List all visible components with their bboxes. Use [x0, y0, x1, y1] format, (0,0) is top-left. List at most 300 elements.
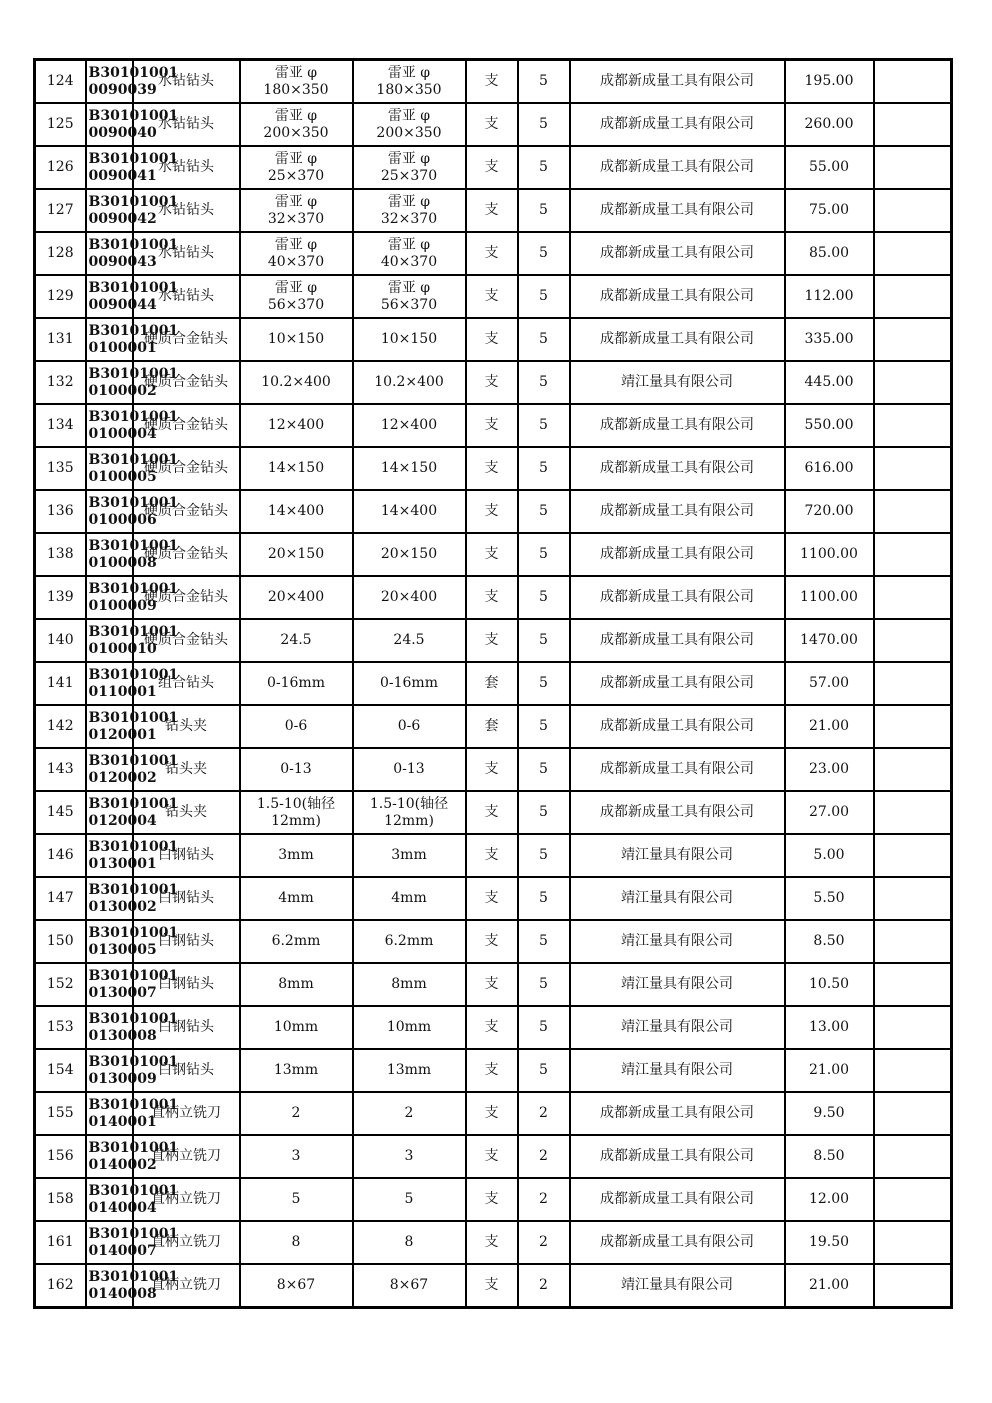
item-name-cell: 白钢钻头: [133, 1006, 240, 1049]
supplier-cell: 成都新成量工具有限公司: [570, 1178, 785, 1221]
supplier-cell: 靖江量具有限公司: [570, 1006, 785, 1049]
item-name-cell: 水钻钻头: [133, 103, 240, 146]
row-number-cell: 162: [35, 1264, 86, 1308]
note-cell: [874, 1049, 952, 1092]
material-code-cell: B30101001 0130001: [86, 834, 133, 877]
material-code-cell: B30101001 0140001: [86, 1092, 133, 1135]
model-cell: 8×67: [353, 1264, 466, 1308]
material-code-cell: B30101001 0130005: [86, 920, 133, 963]
item-name-cell: 钻头夹: [133, 791, 240, 834]
quantity-cell: 2: [518, 1135, 570, 1178]
quantity-cell: 5: [518, 748, 570, 791]
note-cell: [874, 146, 952, 189]
unit-cell: 套: [466, 662, 518, 705]
model-cell: 20×400: [353, 576, 466, 619]
row-number-cell: 147: [35, 877, 86, 920]
supplier-cell: 靖江量具有限公司: [570, 920, 785, 963]
model-cell: 8mm: [353, 963, 466, 1006]
spec-cell: 8mm: [240, 963, 353, 1006]
spec-cell: 0-13: [240, 748, 353, 791]
quantity-cell: 5: [518, 490, 570, 533]
table-row: [35, 791, 952, 834]
note-cell: [874, 490, 952, 533]
quantity-cell: 5: [518, 189, 570, 232]
unit-cell: 支: [466, 189, 518, 232]
row-number-cell: 135: [35, 447, 86, 490]
item-name-cell: 硬质合金钻头: [133, 404, 240, 447]
unit-cell: 支: [466, 103, 518, 146]
supplier-cell: 靖江量具有限公司: [570, 963, 785, 1006]
material-code-cell: B30101001 0090040: [86, 103, 133, 146]
note-cell: [874, 1135, 952, 1178]
spec-cell: 2: [240, 1092, 353, 1135]
unit-cell: 支: [466, 1221, 518, 1264]
material-code-cell: B30101001 0120002: [86, 748, 133, 791]
unit-cell: 支: [466, 1006, 518, 1049]
supplier-cell: 成都新成量工具有限公司: [570, 490, 785, 533]
spec-cell: 雷亚 φ 56×370: [240, 275, 353, 318]
table-row: [35, 877, 952, 920]
unit-cell: 支: [466, 576, 518, 619]
unit-cell: 支: [466, 1049, 518, 1092]
spec-cell: 雷亚 φ 32×370: [240, 189, 353, 232]
spec-cell: 24.5: [240, 619, 353, 662]
item-name-cell: 硬质合金钻头: [133, 619, 240, 662]
table-row: [35, 576, 952, 619]
model-cell: 4mm: [353, 877, 466, 920]
price-cell: 21.00: [785, 705, 874, 748]
spec-cell: 雷亚 φ 200×350: [240, 103, 353, 146]
table-row: [35, 447, 952, 490]
row-number-cell: 152: [35, 963, 86, 1006]
unit-cell: 支: [466, 533, 518, 576]
spec-cell: 6.2mm: [240, 920, 353, 963]
spec-cell: 20×400: [240, 576, 353, 619]
row-number-cell: 158: [35, 1178, 86, 1221]
spec-cell: 20×150: [240, 533, 353, 576]
supplier-cell: 成都新成量工具有限公司: [570, 748, 785, 791]
material-code-cell: B30101001 0130007: [86, 963, 133, 1006]
quantity-cell: 5: [518, 232, 570, 275]
supplier-cell: 成都新成量工具有限公司: [570, 705, 785, 748]
model-cell: 10mm: [353, 1006, 466, 1049]
note-cell: [874, 60, 952, 104]
note-cell: [874, 447, 952, 490]
price-cell: 8.50: [785, 1135, 874, 1178]
note-cell: [874, 920, 952, 963]
model-cell: 0-13: [353, 748, 466, 791]
quantity-cell: 5: [518, 103, 570, 146]
quantity-cell: 2: [518, 1092, 570, 1135]
spec-cell: 5: [240, 1178, 353, 1221]
note-cell: [874, 533, 952, 576]
item-name-cell: 水钻钻头: [133, 60, 240, 104]
unit-cell: 支: [466, 834, 518, 877]
item-name-cell: 白钢钻头: [133, 877, 240, 920]
price-cell: 1470.00: [785, 619, 874, 662]
price-cell: 21.00: [785, 1049, 874, 1092]
row-number-cell: 134: [35, 404, 86, 447]
row-number-cell: 124: [35, 60, 86, 104]
spec-cell: 雷亚 φ 40×370: [240, 232, 353, 275]
supplier-cell: 成都新成量工具有限公司: [570, 1092, 785, 1135]
spec-cell: 雷亚 φ 25×370: [240, 146, 353, 189]
unit-cell: 支: [466, 232, 518, 275]
material-code-cell: B30101001 0140007: [86, 1221, 133, 1264]
material-code-cell: B30101001 0100010: [86, 619, 133, 662]
table-row: [35, 1006, 952, 1049]
price-cell: 13.00: [785, 1006, 874, 1049]
table-row: [35, 103, 952, 146]
material-code-cell: B30101001 0100009: [86, 576, 133, 619]
material-code-cell: B30101001 0090042: [86, 189, 133, 232]
model-cell: 10×150: [353, 318, 466, 361]
model-cell: 雷亚 φ 180×350: [353, 60, 466, 104]
supplier-cell: 靖江量具有限公司: [570, 834, 785, 877]
material-code-cell: B30101001 0130008: [86, 1006, 133, 1049]
price-cell: 21.00: [785, 1264, 874, 1308]
row-number-cell: 139: [35, 576, 86, 619]
material-code-cell: B30101001 0130009: [86, 1049, 133, 1092]
quantity-cell: 5: [518, 146, 570, 189]
unit-cell: 支: [466, 318, 518, 361]
material-code-cell: B30101001 0130002: [86, 877, 133, 920]
note-cell: [874, 318, 952, 361]
row-number-cell: 141: [35, 662, 86, 705]
item-name-cell: 硬质合金钻头: [133, 533, 240, 576]
unit-cell: 支: [466, 447, 518, 490]
note-cell: [874, 361, 952, 404]
model-cell: 雷亚 φ 32×370: [353, 189, 466, 232]
unit-cell: 支: [466, 1135, 518, 1178]
price-cell: 195.00: [785, 60, 874, 104]
table-row: [35, 60, 952, 104]
supplier-cell: 成都新成量工具有限公司: [570, 576, 785, 619]
material-code-cell: B30101001 0090044: [86, 275, 133, 318]
note-cell: [874, 748, 952, 791]
supplier-cell: 成都新成量工具有限公司: [570, 189, 785, 232]
price-cell: 445.00: [785, 361, 874, 404]
table-row: [35, 275, 952, 318]
table-row: [35, 662, 952, 705]
table-row: [35, 232, 952, 275]
price-cell: 85.00: [785, 232, 874, 275]
note-cell: [874, 834, 952, 877]
spec-cell: 10×150: [240, 318, 353, 361]
item-name-cell: 硬质合金钻头: [133, 447, 240, 490]
spec-cell: 10mm: [240, 1006, 353, 1049]
spec-cell: 3: [240, 1135, 353, 1178]
item-name-cell: 白钢钻头: [133, 963, 240, 1006]
material-code-cell: B30101001 0120001: [86, 705, 133, 748]
price-cell: 12.00: [785, 1178, 874, 1221]
quantity-cell: 2: [518, 1178, 570, 1221]
price-cell: 335.00: [785, 318, 874, 361]
model-cell: 3: [353, 1135, 466, 1178]
row-number-cell: 129: [35, 275, 86, 318]
quantity-cell: 5: [518, 361, 570, 404]
unit-cell: 套: [466, 705, 518, 748]
note-cell: [874, 103, 952, 146]
unit-cell: 支: [466, 619, 518, 662]
item-name-cell: 水钻钻头: [133, 232, 240, 275]
spec-cell: 12×400: [240, 404, 353, 447]
row-number-cell: 153: [35, 1006, 86, 1049]
table-row: [35, 404, 952, 447]
quantity-cell: 5: [518, 619, 570, 662]
material-code-cell: B30101001 0100004: [86, 404, 133, 447]
quantity-cell: 5: [518, 576, 570, 619]
unit-cell: 支: [466, 1264, 518, 1308]
row-number-cell: 156: [35, 1135, 86, 1178]
item-name-cell: 硬质合金钻头: [133, 318, 240, 361]
quantity-cell: 5: [518, 963, 570, 1006]
model-cell: 2: [353, 1092, 466, 1135]
item-name-cell: 白钢钻头: [133, 1049, 240, 1092]
price-cell: 112.00: [785, 275, 874, 318]
model-cell: 10.2×400: [353, 361, 466, 404]
note-cell: [874, 619, 952, 662]
material-code-cell: B30101001 0090039: [86, 60, 133, 104]
model-cell: 雷亚 φ 56×370: [353, 275, 466, 318]
spec-cell: 8×67: [240, 1264, 353, 1308]
price-cell: 720.00: [785, 490, 874, 533]
model-cell: 3mm: [353, 834, 466, 877]
price-cell: 1100.00: [785, 533, 874, 576]
row-number-cell: 161: [35, 1221, 86, 1264]
table-row: [35, 1092, 952, 1135]
item-name-cell: 组合钻头: [133, 662, 240, 705]
material-code-cell: B30101001 0140008: [86, 1264, 133, 1308]
material-code-cell: B30101001 0090041: [86, 146, 133, 189]
row-number-cell: 155: [35, 1092, 86, 1135]
item-name-cell: 硬质合金钻头: [133, 361, 240, 404]
spec-cell: 14×150: [240, 447, 353, 490]
table-row: [35, 1049, 952, 1092]
quantity-cell: 5: [518, 662, 570, 705]
price-cell: 9.50: [785, 1092, 874, 1135]
table-row: [35, 189, 952, 232]
item-name-cell: 水钻钻头: [133, 189, 240, 232]
supplier-cell: 成都新成量工具有限公司: [570, 103, 785, 146]
row-number-cell: 128: [35, 232, 86, 275]
note-cell: [874, 705, 952, 748]
note-cell: [874, 1092, 952, 1135]
row-number-cell: 146: [35, 834, 86, 877]
quantity-cell: 2: [518, 1264, 570, 1308]
note-cell: [874, 404, 952, 447]
model-cell: 24.5: [353, 619, 466, 662]
unit-cell: 支: [466, 791, 518, 834]
unit-cell: 支: [466, 748, 518, 791]
quantity-cell: 2: [518, 1221, 570, 1264]
note-cell: [874, 275, 952, 318]
note-cell: [874, 963, 952, 1006]
item-name-cell: 直柄立铣刀: [133, 1264, 240, 1308]
price-cell: 616.00: [785, 447, 874, 490]
quantity-cell: 5: [518, 318, 570, 361]
supplier-cell: 成都新成量工具有限公司: [570, 404, 785, 447]
price-cell: 55.00: [785, 146, 874, 189]
row-number-cell: 143: [35, 748, 86, 791]
supplier-cell: 靖江量具有限公司: [570, 877, 785, 920]
table-row: [35, 361, 952, 404]
unit-cell: 支: [466, 490, 518, 533]
table-row: [35, 705, 952, 748]
row-number-cell: 142: [35, 705, 86, 748]
unit-cell: 支: [466, 1178, 518, 1221]
supplier-cell: 成都新成量工具有限公司: [570, 60, 785, 104]
item-name-cell: 白钢钻头: [133, 920, 240, 963]
table-row: [35, 490, 952, 533]
unit-cell: 支: [466, 1092, 518, 1135]
supplier-cell: 成都新成量工具有限公司: [570, 232, 785, 275]
spec-cell: 14×400: [240, 490, 353, 533]
model-cell: 8: [353, 1221, 466, 1264]
price-cell: 1100.00: [785, 576, 874, 619]
table-row: [35, 1178, 952, 1221]
note-cell: [874, 791, 952, 834]
price-cell: 5.00: [785, 834, 874, 877]
note-cell: [874, 232, 952, 275]
model-cell: 1.5-10(轴径 12mm): [353, 791, 466, 834]
item-name-cell: 直柄立铣刀: [133, 1135, 240, 1178]
table-row: [35, 1135, 952, 1178]
quantity-cell: 5: [518, 791, 570, 834]
quantity-cell: 5: [518, 1006, 570, 1049]
supplier-cell: 成都新成量工具有限公司: [570, 619, 785, 662]
quantity-cell: 5: [518, 705, 570, 748]
supplier-cell: 成都新成量工具有限公司: [570, 146, 785, 189]
model-cell: 0-16mm: [353, 662, 466, 705]
spec-cell: 1.5-10(轴径 12mm): [240, 791, 353, 834]
note-cell: [874, 1264, 952, 1308]
row-number-cell: 125: [35, 103, 86, 146]
price-cell: 23.00: [785, 748, 874, 791]
note-cell: [874, 877, 952, 920]
unit-cell: 支: [466, 963, 518, 1006]
unit-cell: 支: [466, 920, 518, 963]
row-number-cell: 131: [35, 318, 86, 361]
model-cell: 12×400: [353, 404, 466, 447]
quantity-cell: 5: [518, 877, 570, 920]
model-cell: 雷亚 φ 25×370: [353, 146, 466, 189]
table-row: [35, 963, 952, 1006]
material-code-cell: B30101001 0100005: [86, 447, 133, 490]
price-cell: 260.00: [785, 103, 874, 146]
spec-cell: 10.2×400: [240, 361, 353, 404]
item-name-cell: 硬质合金钻头: [133, 576, 240, 619]
unit-cell: 支: [466, 275, 518, 318]
table-row: [35, 920, 952, 963]
row-number-cell: 126: [35, 146, 86, 189]
item-name-cell: 直柄立铣刀: [133, 1092, 240, 1135]
price-table: [33, 58, 953, 1309]
price-cell: 5.50: [785, 877, 874, 920]
table-row: [35, 834, 952, 877]
quantity-cell: 5: [518, 834, 570, 877]
note-cell: [874, 662, 952, 705]
model-cell: 6.2mm: [353, 920, 466, 963]
table-row: [35, 1264, 952, 1308]
spec-cell: 3mm: [240, 834, 353, 877]
table-row: [35, 619, 952, 662]
supplier-cell: 成都新成量工具有限公司: [570, 791, 785, 834]
material-code-cell: B30101001 0090043: [86, 232, 133, 275]
price-cell: 8.50: [785, 920, 874, 963]
row-number-cell: 136: [35, 490, 86, 533]
supplier-cell: 靖江量具有限公司: [570, 1049, 785, 1092]
material-code-cell: B30101001 0100001: [86, 318, 133, 361]
unit-cell: 支: [466, 146, 518, 189]
quantity-cell: 5: [518, 920, 570, 963]
spec-cell: 4mm: [240, 877, 353, 920]
model-cell: 13mm: [353, 1049, 466, 1092]
material-code-cell: B30101001 0100002: [86, 361, 133, 404]
spec-cell: 雷亚 φ 180×350: [240, 60, 353, 104]
supplier-cell: 靖江量具有限公司: [570, 361, 785, 404]
supplier-cell: 成都新成量工具有限公司: [570, 447, 785, 490]
unit-cell: 支: [466, 877, 518, 920]
material-code-cell: B30101001 0110001: [86, 662, 133, 705]
note-cell: [874, 1006, 952, 1049]
model-cell: 0-6: [353, 705, 466, 748]
quantity-cell: 5: [518, 533, 570, 576]
note-cell: [874, 189, 952, 232]
quantity-cell: 5: [518, 404, 570, 447]
item-name-cell: 直柄立铣刀: [133, 1178, 240, 1221]
item-name-cell: 白钢钻头: [133, 834, 240, 877]
table-row: [35, 1221, 952, 1264]
row-number-cell: 145: [35, 791, 86, 834]
unit-cell: 支: [466, 361, 518, 404]
price-cell: 27.00: [785, 791, 874, 834]
note-cell: [874, 1178, 952, 1221]
supplier-cell: 靖江量具有限公司: [570, 1264, 785, 1308]
model-cell: 雷亚 φ 200×350: [353, 103, 466, 146]
table-row: [35, 748, 952, 791]
row-number-cell: 150: [35, 920, 86, 963]
table-row: [35, 533, 952, 576]
row-number-cell: 154: [35, 1049, 86, 1092]
material-code-cell: B30101001 0100008: [86, 533, 133, 576]
quantity-cell: 5: [518, 60, 570, 104]
model-cell: 14×150: [353, 447, 466, 490]
material-code-cell: B30101001 0140002: [86, 1135, 133, 1178]
table-row: [35, 146, 952, 189]
spec-cell: 0-6: [240, 705, 353, 748]
note-cell: [874, 576, 952, 619]
item-name-cell: 硬质合金钻头: [133, 490, 240, 533]
price-cell: 10.50: [785, 963, 874, 1006]
price-cell: 550.00: [785, 404, 874, 447]
supplier-cell: 成都新成量工具有限公司: [570, 1135, 785, 1178]
model-cell: 雷亚 φ 40×370: [353, 232, 466, 275]
spec-cell: 8: [240, 1221, 353, 1264]
material-code-cell: B30101001 0100006: [86, 490, 133, 533]
price-cell: 57.00: [785, 662, 874, 705]
material-code-cell: B30101001 0120004: [86, 791, 133, 834]
item-name-cell: 水钻钻头: [133, 275, 240, 318]
item-name-cell: 钻头夹: [133, 748, 240, 791]
model-cell: 5: [353, 1178, 466, 1221]
item-name-cell: 直柄立铣刀: [133, 1221, 240, 1264]
model-cell: 20×150: [353, 533, 466, 576]
supplier-cell: 成都新成量工具有限公司: [570, 533, 785, 576]
row-number-cell: 132: [35, 361, 86, 404]
supplier-cell: 成都新成量工具有限公司: [570, 662, 785, 705]
quantity-cell: 5: [518, 447, 570, 490]
